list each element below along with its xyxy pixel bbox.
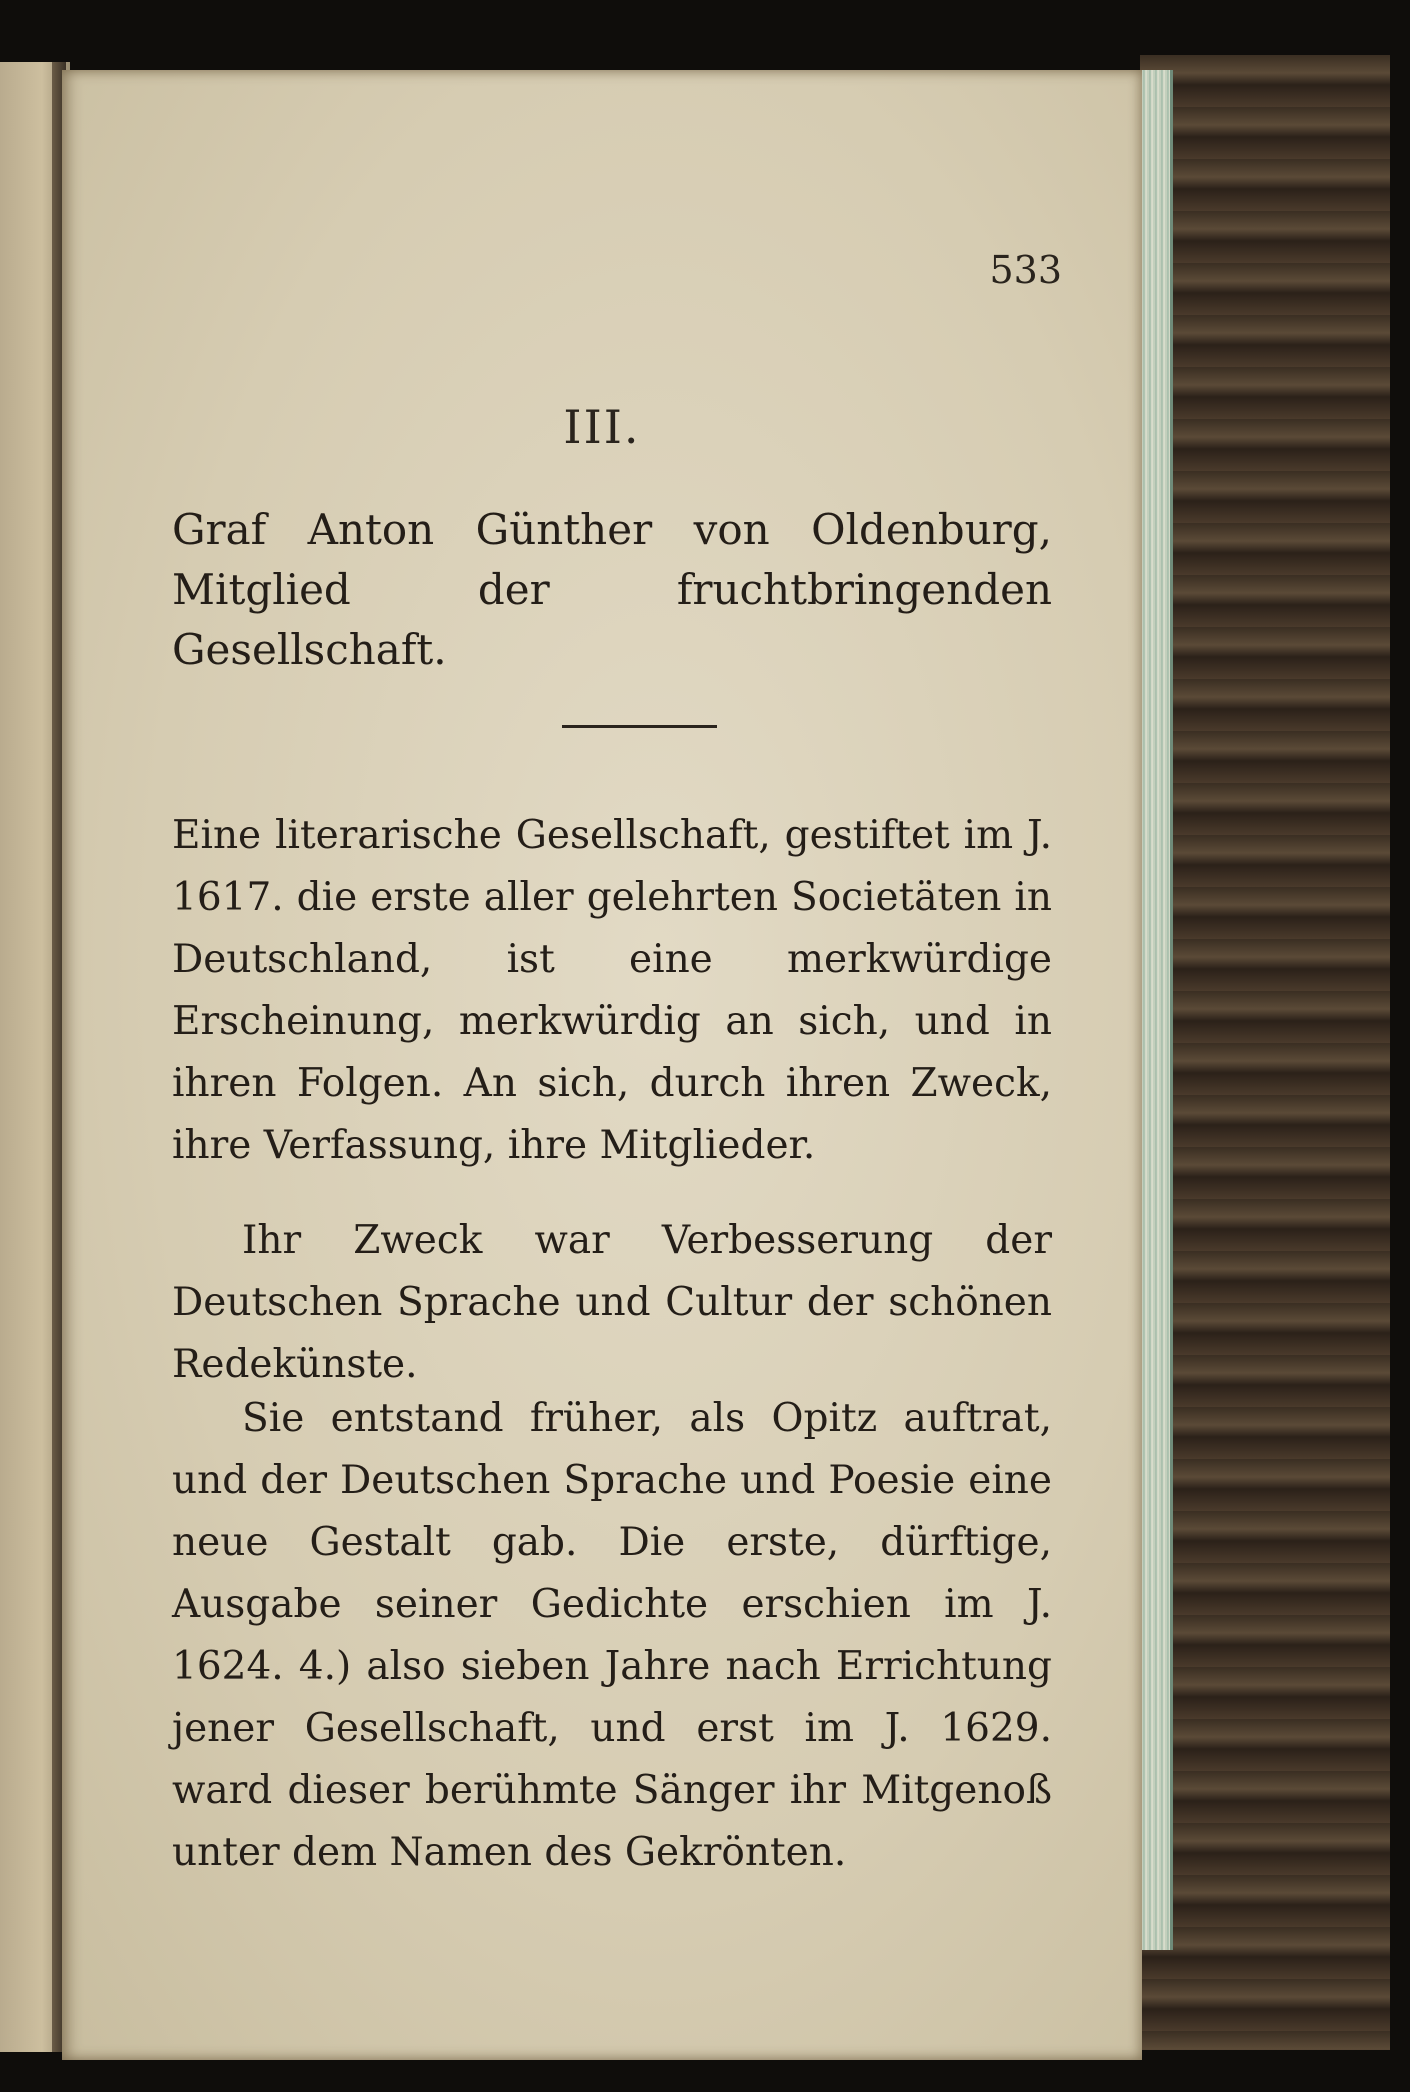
paragraph-3: Sie entstand früher, als Opitz auftrat, und der Deutschen Sprache und Poesie eine neue Gestalt gab. Die erste, dürftige, Ausgabe seiner Gedichte erschien im J. 1624. 4.) also sieben Jahre nach Errichtung jener Gesellschaft, und erst im J. 1629. ward dieser berühmte Sänger ihr Mitgenoß unter dem Namen des Gekrönten. [172,1396,1052,1875]
paragraph-2: Ihr Zweck war Verbesserung der Deutschen Sprache und Cultur der schönen Redekünste. [172,1218,1052,1387]
book-cover-edge [1140,55,1390,2050]
book-page [62,70,1142,2060]
section-number: III. [563,400,641,454]
page-number: 533 [989,248,1062,292]
separator-rule [562,725,717,728]
paragraph-1: Eine literarische Gesellschaft, gestiftet im J. 1617. die erste aller gelehrten Societäten in Deutschland, ist eine merkwürdige Erscheinung, merkwürdig an sich, und in ihren Folgen. An sich, durch ihren Zweck, ihre Verfassung, ihre Mitglieder. [172,813,1052,1168]
section-title: Graf Anton Günther von Oldenburg, Mitglied der fruchtbringenden Gesellschaft. [172,505,1052,674]
